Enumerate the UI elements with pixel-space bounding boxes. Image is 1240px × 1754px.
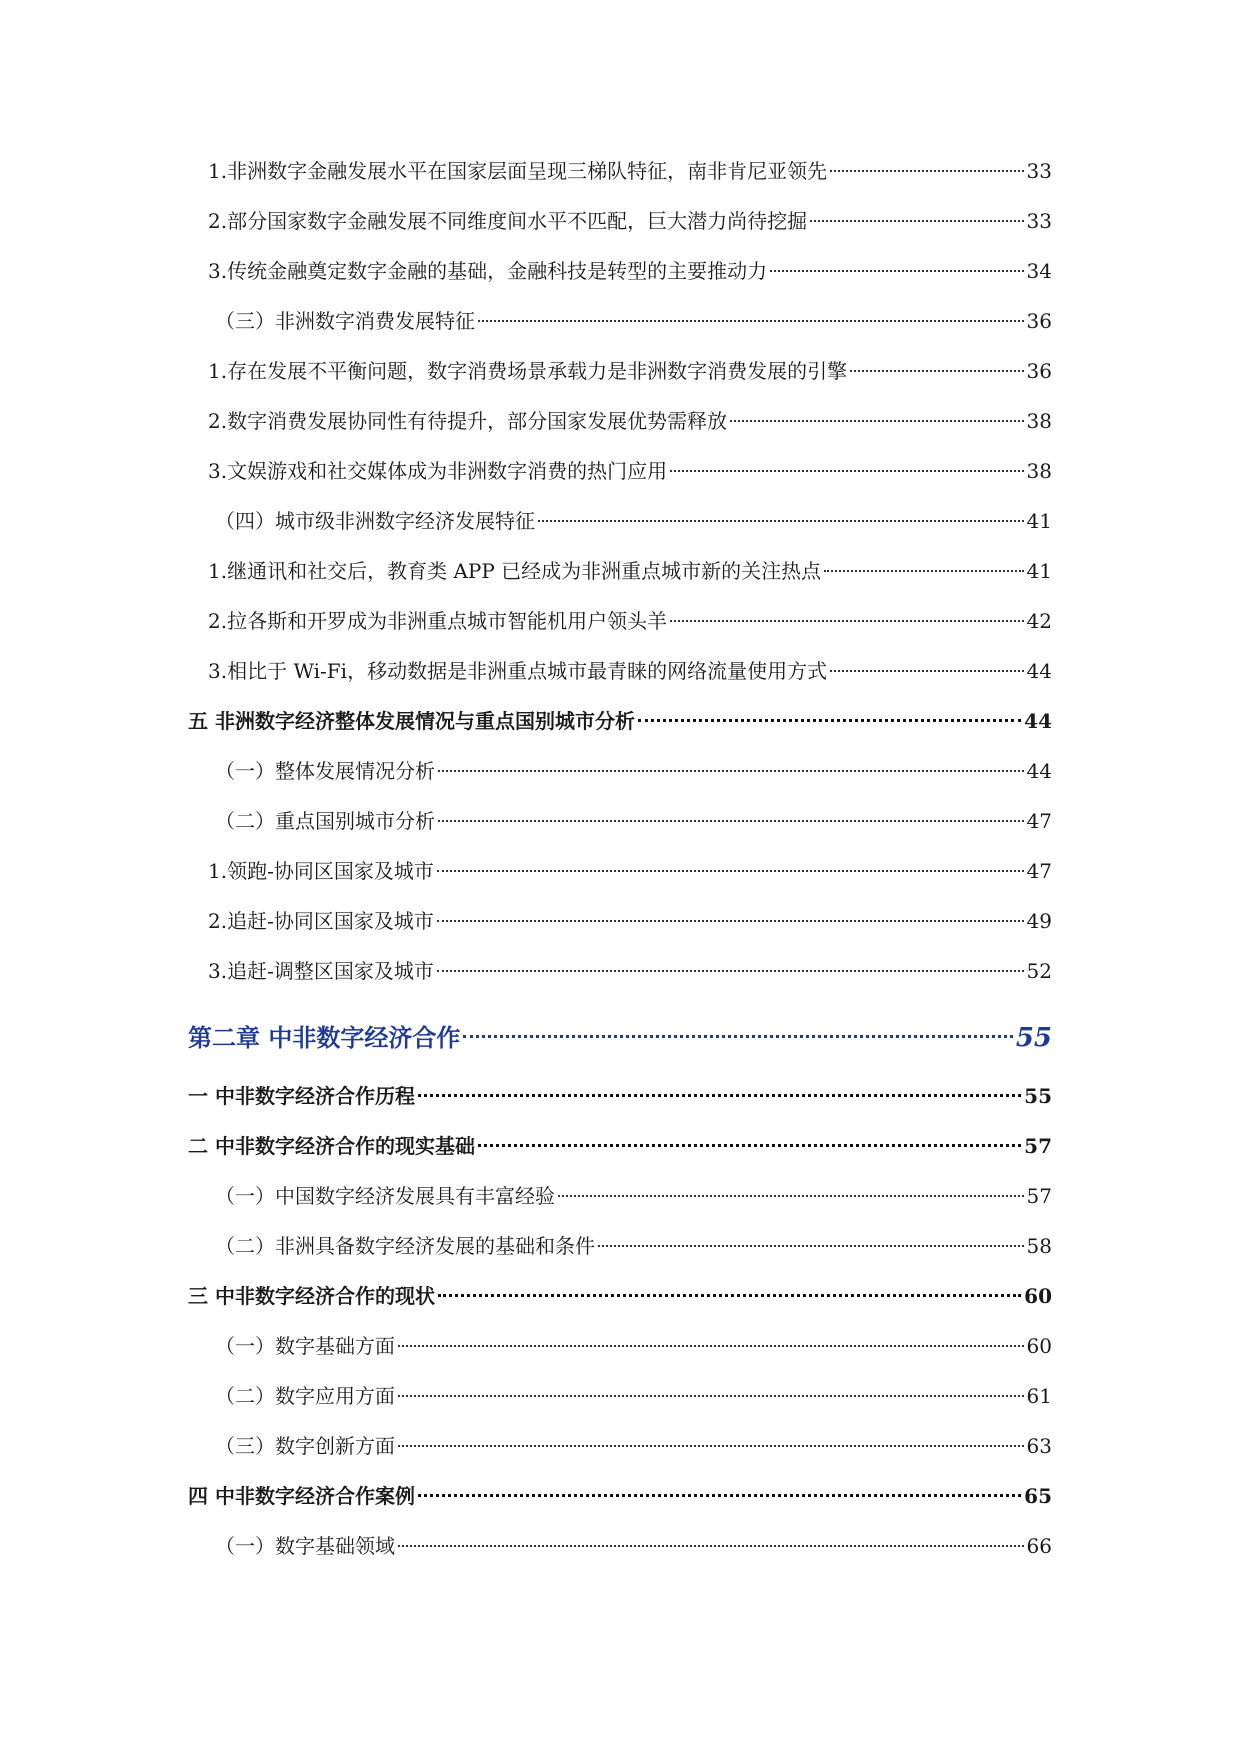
- dot-leader: [730, 420, 1023, 422]
- toc-entry-page: 65: [1024, 1484, 1052, 1508]
- dot-leader: [398, 1395, 1024, 1397]
- dot-leader: [824, 570, 1023, 572]
- toc-entry-page: 47: [1026, 809, 1052, 833]
- toc-chapter-heading[interactable]: [188, 1018, 1052, 1058]
- toc-entry[interactable]: [208, 655, 1052, 687]
- toc-entry[interactable]: [215, 1180, 1052, 1212]
- toc-entry-title: 3.文娱游戏和社交媒体成为非洲数字消费的热门应用: [208, 459, 668, 483]
- toc-entry[interactable]: [215, 1230, 1052, 1262]
- toc-entry-title: 2.追赶-协同区国家及城市: [208, 909, 434, 933]
- toc-entry-page: 58: [1026, 1234, 1052, 1258]
- toc-entry[interactable]: [215, 1330, 1052, 1362]
- toc-entry-title: （一）数字基础领域: [215, 1534, 395, 1558]
- toc-entry-page: 42: [1026, 609, 1052, 633]
- toc-entry[interactable]: [208, 905, 1052, 937]
- dot-leader: [830, 170, 1023, 172]
- toc-entry-page: 63: [1026, 1434, 1052, 1458]
- dot-leader: [850, 370, 1023, 372]
- toc-entry[interactable]: [215, 805, 1052, 837]
- toc-entry[interactable]: [208, 605, 1052, 637]
- toc-entry-page: 57: [1026, 1184, 1052, 1208]
- dot-leader: [770, 270, 1023, 272]
- toc-entry[interactable]: [208, 405, 1052, 437]
- toc-entry-title: 1.继通讯和社交后，教育类 APP 已经成为非洲重点城市新的关注热点: [208, 559, 822, 583]
- toc-entry-title: （一）中国数字经济发展具有丰富经验: [215, 1184, 555, 1208]
- toc-entry[interactable]: [208, 955, 1052, 987]
- toc-entry-title: 1.非洲数字金融发展水平在国家层面呈现三梯队特征，南非肯尼亚领先: [208, 159, 828, 183]
- toc-entry[interactable]: [215, 1530, 1052, 1562]
- toc-entry[interactable]: [215, 305, 1052, 337]
- dot-leader: [437, 920, 1024, 922]
- dot-leader: [398, 1545, 1024, 1547]
- toc-entry-title: （二）数字应用方面: [215, 1384, 395, 1408]
- toc-entry[interactable]: [208, 455, 1052, 487]
- dot-leader: [398, 1345, 1024, 1347]
- toc-entry-page: 61: [1026, 1384, 1052, 1408]
- toc-entry-title: （四）城市级非洲数字经济发展特征: [215, 509, 535, 533]
- toc-entry[interactable]: [208, 155, 1052, 187]
- dot-leader: [398, 1445, 1024, 1447]
- toc-section-entry[interactable]: [188, 1480, 1052, 1512]
- toc-entry[interactable]: [215, 1430, 1052, 1462]
- dot-leader: [558, 1195, 1024, 1197]
- dot-leader: [538, 520, 1024, 522]
- toc-entry[interactable]: [208, 355, 1052, 387]
- toc-entry-page: 47: [1026, 859, 1052, 883]
- toc-entry[interactable]: [208, 205, 1052, 237]
- dot-leader: [638, 719, 1021, 722]
- toc-section-entry[interactable]: [188, 1080, 1052, 1112]
- toc-entry-title: 三 中非数字经济合作的现状: [188, 1284, 435, 1308]
- toc-entry-page: 44: [1024, 709, 1052, 733]
- toc-entry-title: 3.追赶-调整区国家及城市: [208, 959, 434, 983]
- toc-entry-title: 3.相比于 Wi-Fi，移动数据是非洲重点城市最青睐的网络流量使用方式: [208, 659, 828, 683]
- toc-entry-title: 五 非洲数字经济整体发展情况与重点国别城市分析: [188, 709, 635, 733]
- toc-entry-title: 3.传统金融奠定数字金融的基础，金融科技是转型的主要推动力: [208, 259, 768, 283]
- toc-entry-page: 38: [1026, 409, 1052, 433]
- toc-entry-title: （一）数字基础方面: [215, 1334, 395, 1358]
- toc-section-entry[interactable]: [188, 1130, 1052, 1162]
- toc-entry-page: 33: [1026, 159, 1052, 183]
- toc-section-entry[interactable]: [188, 1280, 1052, 1312]
- toc-entry-title: （一）整体发展情况分析: [215, 759, 435, 783]
- toc-entry-page: 38: [1026, 459, 1052, 483]
- toc-entry-page: 66: [1026, 1534, 1052, 1558]
- toc-entry-title: 1.领跑-协同区国家及城市: [208, 859, 434, 883]
- toc-entry-title: 1.存在发展不平衡问题，数字消费场景承载力是非洲数字消费发展的引擎: [208, 359, 848, 383]
- toc-entry-title: （二）非洲具备数字经济发展的基础和条件: [215, 1234, 595, 1258]
- toc-entry-page: 36: [1026, 309, 1052, 333]
- toc-entry-title: （二）重点国别城市分析: [215, 809, 435, 833]
- toc-entry[interactable]: [215, 755, 1052, 787]
- toc-entry-page: 44: [1026, 759, 1052, 783]
- dot-leader: [438, 820, 1024, 822]
- toc-entry-title: 2.部分国家数字金融发展不同维度间水平不匹配，巨大潜力尚待挖掘: [208, 209, 808, 233]
- dot-leader: [670, 620, 1023, 622]
- dot-leader: [418, 1094, 1021, 1097]
- toc-entry-page: 55: [1024, 1084, 1052, 1108]
- toc-entry-page: 33: [1026, 209, 1052, 233]
- toc-entry[interactable]: [215, 505, 1052, 537]
- toc-entry-page: 60: [1024, 1284, 1052, 1308]
- toc-entry-page: 55: [1015, 1023, 1052, 1053]
- dot-leader: [810, 220, 1023, 222]
- toc-entry-title: （三）非洲数字消费发展特征: [215, 309, 475, 333]
- dot-leader: [670, 470, 1023, 472]
- dot-leader: [830, 670, 1023, 672]
- dot-leader: [478, 320, 1024, 322]
- toc-entry-title: （三）数字创新方面: [215, 1434, 395, 1458]
- toc-entry[interactable]: [208, 555, 1052, 587]
- toc-entry-page: 49: [1026, 909, 1052, 933]
- dot-leader: [438, 770, 1024, 772]
- dot-leader: [437, 970, 1024, 972]
- dot-leader: [598, 1245, 1024, 1247]
- dot-leader: [437, 870, 1024, 872]
- toc-entry-page: 44: [1026, 659, 1052, 683]
- toc-entry[interactable]: [215, 1380, 1052, 1412]
- toc-entry-title: 二 中非数字经济合作的现实基础: [188, 1134, 475, 1158]
- toc-entry-title: 第二章 中非数字经济合作: [188, 1023, 461, 1052]
- dot-leader: [463, 1035, 1012, 1038]
- toc-section-entry[interactable]: [188, 705, 1052, 737]
- toc-entry-title: 一 中非数字经济合作历程: [188, 1084, 415, 1108]
- toc-entry-page: 36: [1026, 359, 1052, 383]
- toc-entry-page: 60: [1026, 1334, 1052, 1358]
- toc-entry-page: 34: [1026, 259, 1052, 283]
- toc-entry-page: 57: [1024, 1134, 1052, 1158]
- toc-entry-title: 2.数字消费发展协同性有待提升，部分国家发展优势需释放: [208, 409, 728, 433]
- toc-entry-title: 四 中非数字经济合作案例: [188, 1484, 415, 1508]
- toc-entry-page: 52: [1026, 959, 1052, 983]
- dot-leader: [418, 1494, 1021, 1497]
- dot-leader: [478, 1144, 1021, 1147]
- toc-entry-title: 2.拉各斯和开罗成为非洲重点城市智能机用户领头羊: [208, 609, 668, 633]
- toc-entry-page: 41: [1026, 509, 1052, 533]
- toc-entry[interactable]: [208, 855, 1052, 887]
- toc-entry[interactable]: [208, 255, 1052, 287]
- toc-entry-page: 41: [1026, 559, 1052, 583]
- dot-leader: [438, 1294, 1021, 1297]
